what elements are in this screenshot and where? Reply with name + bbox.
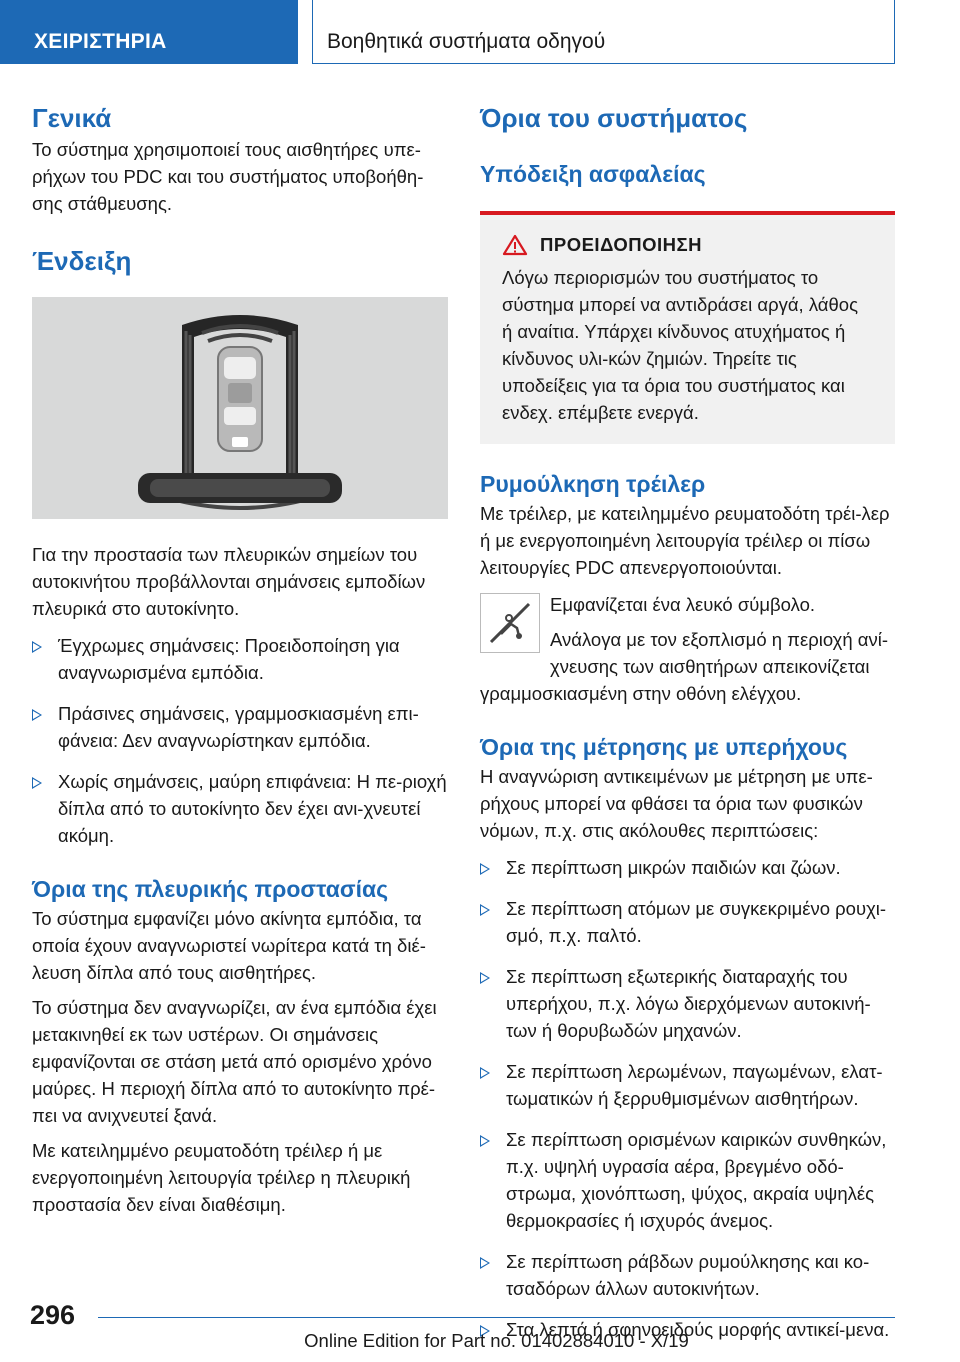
bullet-triangle-icon bbox=[32, 641, 42, 653]
trailer-symbol-text: Ανάλογα με τον εξοπλισμό η περιοχή ανί-χνευσης των αισθητήρων απεικονίζεται bbox=[550, 629, 888, 677]
bullet-triangle-icon bbox=[480, 863, 490, 875]
trailer-symbol-caption: Εμφανίζεται ένα λευκό σύμβολο. bbox=[550, 594, 816, 615]
list-item: Σε περίπτωση ατόμων με συγκεκριμένο ρουχι-σμό, π.χ. παλτό. bbox=[480, 895, 895, 949]
side-protection-illustration bbox=[32, 297, 448, 519]
ultrasound-list bbox=[480, 854, 895, 1343]
footer-divider bbox=[98, 1317, 895, 1318]
warning-box bbox=[480, 212, 895, 444]
trailer-text: Με τρέιλερ, με κατειλημμένο ρευματοδότη τρέι-λερ ή με ενεργοποιημένη λειτουργία τρέιλερ οι πίσω λειτουργίες PDC απενεργοποιούνται. bbox=[480, 503, 890, 578]
list-item: Σε περίπτωση ράβδων ρυμούλκησης και κο-τσαδόρων άλλων αυτοκινήτων. bbox=[480, 1248, 895, 1302]
header-chapter-tab bbox=[312, 0, 895, 64]
trailer-hitch-icon bbox=[481, 594, 539, 652]
bullet-triangle-icon bbox=[480, 1067, 490, 1079]
safety-heading: Υπόδειξη ασφαλείας bbox=[480, 161, 706, 187]
list-item: Σε περίπτωση εξωτερικής διαταραχής του υπερήχου, π.χ. λόγω διερχόμενων αυτοκινή-των ή θορυβωδών μηχανών. bbox=[480, 963, 895, 1044]
limits-paragraph: Το σύστημα εμφανίζει μόνο ακίνητα εμπόδια, τα οποία έχουν αναγνωριστεί νωρίτερα κατά τη διέ-λευση δίπλα από τους αισθητήρες. bbox=[32, 908, 426, 983]
trailer-symbol-text-cont: γραμμοσκιασμένη στην οθόνη ελέγχου. bbox=[480, 683, 802, 704]
list-item: Πράσινες σημάνσεις, γραμμοσκιασμένη επι-φάνεια: Δεν αναγνωρίστηκαν εμπόδια. bbox=[32, 700, 448, 754]
list-item: Σε περίπτωση μικρών παιδιών και ζώων. bbox=[480, 854, 895, 881]
bullet-triangle-icon bbox=[480, 1257, 490, 1269]
warning-title: ΠΡΟΕΙΔΟΠΟΙΗΣΗ bbox=[540, 234, 702, 255]
display-heading: Ένδειξη bbox=[32, 246, 132, 276]
list-item: Χωρίς σημάνσεις, μαύρη επιφάνεια: Η πε-ριοχή δίπλα από το αυτοκίνητο δεν έχει ανι-χνευτεί ακόμη. bbox=[32, 768, 448, 849]
limits-heading: Όρια της πλευρικής προστασίας bbox=[32, 876, 389, 902]
footer-edition: Online Edition for Part no. 01402884010 - X/19 bbox=[304, 1330, 689, 1351]
ultrasound-limits-heading: Όρια της μέτρησης με υπερήχους bbox=[480, 734, 848, 760]
header-section-tab bbox=[0, 0, 298, 64]
warning-triangle-icon bbox=[502, 234, 528, 256]
general-text: Το σύστημα χρησιμοποιεί τους αισθητήρες υπε-ρήχων του PDC και του συστήματος υποβοήθη-σης στάθμευσης. bbox=[32, 139, 424, 214]
header-section-title: ΧΕΙΡΙΣΤΗΡΙΑ bbox=[34, 30, 167, 53]
list-item: Σε περίπτωση ορισμένων καιρικών συνθηκών, π.χ. υψηλή υγρασία αέρα, βρεγμένο οδό-στρωμα, χιονόπτωση, ψύχος, ακραία υψηλές θερμοκρασίες ή ισχυρός άνεμος. bbox=[480, 1126, 895, 1234]
bullet-triangle-icon bbox=[480, 972, 490, 984]
trailer-symbol-box bbox=[480, 593, 540, 653]
ultrasound-text: Η αναγνώριση αντικειμένων με μέτρηση με υπε-ρήχους μπορεί να φθάσει τα όρια των φυσικών νόμων, π.χ. στις ακόλουθες περιπτώσεις: bbox=[480, 766, 873, 841]
trailer-symbol-row bbox=[480, 591, 895, 680]
trailer-heading: Ρυμούλκηση τρέιλερ bbox=[480, 471, 706, 497]
page-number: 296 bbox=[30, 1300, 76, 1330]
list-item: Έγχρωμες σημάνσεις: Προειδοποίηση για αναγνωρισμένα εμπόδια. bbox=[32, 632, 448, 686]
right-column bbox=[480, 100, 895, 1357]
general-heading: Γενικά bbox=[32, 103, 112, 133]
display-list bbox=[32, 632, 448, 849]
list-item: Σε περίπτωση λερωμένων, παγωμένων, ελατ-τωματικών ή ξερρυθμισμένων αισθητήρων. bbox=[480, 1058, 895, 1112]
left-column bbox=[32, 100, 448, 1226]
warning-text: Λόγω περιορισμών του συστήματος το σύστημα μπορεί να αντιδράσει αργά, λάθος ή αναίτια. Υπάρχει κίνδυνος ατυχήματος ή κίνδυνος υλι-κών ζημιών. Τηρείτε τις υποδείξεις για τα όρια του συστήματος και ενδεχ. επέμβετε ενεργά. bbox=[502, 267, 858, 423]
bullet-triangle-icon bbox=[480, 904, 490, 916]
system-limits-heading: Όρια του συστήματος bbox=[480, 103, 748, 133]
car-top-view-image bbox=[32, 297, 448, 519]
list-item: Στα λεπτά ή σφηνοειδούς μορφής αντικεί-μενα. bbox=[480, 1316, 895, 1343]
display-text: Για την προστασία των πλευρικών σημείων του αυτοκινήτου προβάλλονται σημάνσεις εμποδίων πλευρικά στο αυτοκίνητο. bbox=[32, 544, 426, 619]
bullet-triangle-icon bbox=[32, 777, 42, 789]
limits-paragraph: Το σύστημα δεν αναγνωρίζει, αν ένα εμπόδια έχει μετακινηθεί εκ των υστέρων. Οι σημάνσεις εμφανίζονται σε στάση μετά από ορισμένο χρόνο μαύρες. Η περιοχή δίπλα από το αυτοκίνητο πρέ-πει να ανιχνευτεί ξανά. bbox=[32, 997, 437, 1126]
limits-paragraph: Με κατειλημμένο ρευματοδότη τρέιλερ ή με ενεργοποιημένη λειτουργία τρέιλερ η πλευρική προστασία δεν είναι διαθέσιμη. bbox=[32, 1140, 411, 1215]
bullet-triangle-icon bbox=[480, 1135, 490, 1147]
header-chapter-title: Βοηθητικά συστήματα οδηγού bbox=[327, 30, 606, 53]
bullet-triangle-icon bbox=[32, 709, 42, 721]
